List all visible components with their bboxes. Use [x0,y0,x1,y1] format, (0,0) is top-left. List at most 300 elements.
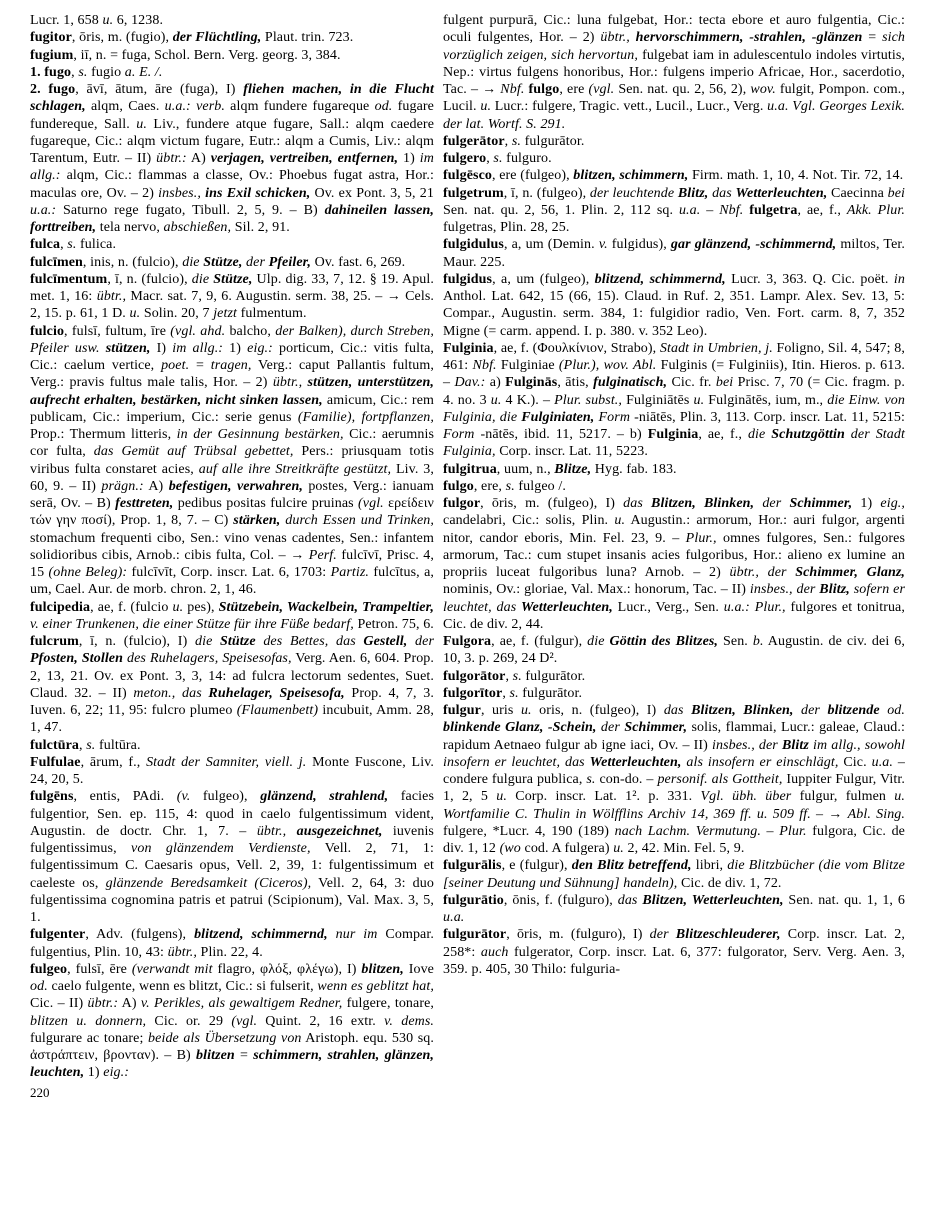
text-run: Plin. 22, 4. [196,944,263,960]
page-number: 220 [30,1084,50,1100]
text-run: u. [613,841,624,856]
text-run: Göttin des Blitzes, [609,634,719,649]
text-run: Cic. de div. 1, 72. [677,875,782,891]
text-run: Sen. nat. qu. 2, 56, 2), [614,82,751,97]
text-run: (ohne Beleg): [48,565,128,580]
text-run: – [760,823,780,839]
text-run: Prop.: Thermum litteris, [30,427,177,442]
headword: fulgo [528,82,560,97]
text-run: den Blitz betreffend, [571,858,692,874]
text-run: der [407,634,434,649]
text-run: Nbf. [500,82,525,97]
text-run: fulginatisch, [593,375,668,391]
text-run: Prop. 4, 7, 3. Iuven. 6, 22; 11, 95: fulcro plumeo [30,685,434,718]
text-run: fulgurātor. [521,133,585,149]
text-run: Schutzgöttin [771,427,845,442]
text-run: tragen, [210,358,252,373]
text-run: u.a. [678,202,701,218]
entry-fulgoritor [443,685,905,702]
text-run: Firm. math. 1, 10, 4. Not. Tir. 72, 14. [688,168,904,184]
entry-fulginia [443,340,905,461]
headword: fulgurātio [443,892,504,908]
text-run: u. [136,116,147,132]
text-run: – [700,202,720,218]
text-run: fulguro. [502,151,552,166]
text-run: fulgere, tonare, [342,996,435,1012]
text-run: das [623,496,652,511]
text-run: , ae, f. (Φουλκίνιον, Strabo), [493,340,660,356]
text-run: verjagen, vertreiben, entfernen, [210,151,399,166]
text-run: übtr., [272,375,303,391]
text-run: Stütze, [213,271,253,287]
entry-fulgur [443,702,905,857]
text-run: Blitz [781,737,809,753]
text-run: übtr.: [87,996,119,1012]
text-run: Form [443,427,475,442]
text-run: Form [598,409,631,425]
text-run: der [596,720,625,736]
text-run: verb. [196,99,225,115]
text-run: auf alle ihre Streitkräfte gestützt, [198,461,392,477]
text-run: der Stadt Fulginia, [443,427,905,460]
text-run: eig.: [103,1065,130,1081]
text-run: fulgebat iam in adulescentulo indoles virtutis, Nep.: virtus fulgens honoribus, Hor.: fulgens imperio Africae, Hor., sacerdotio, Tac. – → [443,47,905,97]
text-run: , ātis, [557,375,594,391]
entry-1-fugo [30,64,434,81]
text-run: das [617,892,643,908]
text-run: , ōris, m. (fulgeo), I) [480,496,624,511]
entry-fulfulae [30,754,434,789]
text-run: s. [586,772,596,787]
text-run: (Plur.), wov. Abl. [558,358,657,373]
text-run: u. [490,392,502,408]
text-run: Macr. sat. 7, 9, 6. Augustin. serm. 38, 25. – → Cels. 2, 15. p. 61, 1 D. [30,289,434,322]
text-run: ερείδειν τών γην ποσί), Prop. 1, 8, 7. – C) [30,496,434,529]
headword: fulgidulus [443,237,504,253]
text-run: der [754,496,790,511]
text-run: , a, um (Demin. [503,237,599,253]
text-run: Sil. 2, 91. [231,220,290,235]
entry-fulcipedia [30,599,434,634]
text-run: blitzen, schimmern, [573,168,689,184]
text-run: balcho, [225,323,276,339]
text-run: , a, um (fulgeo), [492,271,595,287]
headword: fulgeo [30,961,68,977]
entry-fulgo [443,478,905,495]
text-run: 1) [84,1065,104,1081]
text-run: bei [715,375,734,391]
text-run: Liv., fundere atque fugare, Sall.: alqm caedere fugareque, Cic.: alqm victum fugare, Eutr.: alqm a Cumis, Liv.: alqm Tarentum, Eutr. – II) [30,116,435,166]
entry-fulgetrum [443,185,905,237]
text-run: s. [78,64,88,80]
text-run: = [234,1048,254,1063]
text-run: des Bettes, das [255,634,364,649]
text-run: Cic. [838,754,872,770]
text-run: Augustin. de civ. dei 6, 10, 3. p. 269, 24 D². [443,634,905,667]
text-run: , Adv. (fulgens), [85,927,195,943]
text-run: Cic. or. 29 [146,1013,232,1029]
text-run: blitzen u. donnern, [30,1013,147,1029]
text-run: Sen. [718,634,753,649]
text-run: od. [374,99,393,115]
text-run: , ī, n. (fulgeo), [503,185,590,201]
text-run: fulcīvīt, Corp. inscr. Lat. 6, 1703: [127,565,331,580]
entry-fulgerator [443,133,905,150]
text-run: u. [129,306,141,322]
text-run: s. [509,685,519,701]
text-run: , ōnis, f. (fulguro), [503,892,618,908]
text-run: facies fulgentior, Sen. ep. 115, 4: quod in caelo fulgentissimum vident, Augustin. de doctr. Chr. 1, 7. – [30,789,434,839]
text-run: cod. A fulgera) [520,841,614,856]
text-run: Quint. 2, 16 extr. [257,1013,385,1029]
text-run: Prisc. 7, 70 (= Cic. fragm. p. 4. no. 3 [443,375,905,408]
text-run: Fulginiātēs [622,392,694,408]
text-run: durch Essen und Trinken, [285,513,434,529]
text-run: u. [520,703,532,718]
text-run: das [708,185,736,201]
text-run: fulgere, *Lucr. 4, 190 (189) [443,823,615,839]
text-run: befestigen, verwahren, [168,478,303,494]
text-run: Cic. – II) [30,996,88,1012]
text-run: , ōris, m. (fugio), [71,30,173,46]
text-run: v. einer Trunkenen, die einer Stütze für ihre Füße bedarf, [30,616,354,632]
text-run: Lucr., Verg., Sen. [612,599,724,615]
text-run: Plaut. trin. 723. [261,30,354,46]
headword: fulcipedia [30,599,91,615]
right-column [443,12,905,1082]
text-run: eig.: [247,340,273,356]
text-run: Dav.: [454,375,486,391]
text-run: Plur. [779,823,807,839]
text-run: nominis, Ov.: gloriae, Val. Max.: honorum, Tac. – II) [443,582,750,598]
text-run: Hyg. fab. 183. [591,461,677,477]
text-run: blitzende [827,703,880,718]
text-run: die [587,634,610,649]
text-run: meton., das [133,685,209,701]
entry-fulcio [30,323,434,599]
text-run: u. [496,789,507,805]
text-run: die [194,634,221,649]
text-run: der leuchtende [589,185,678,201]
text-run: Augustin.: armorum, Hor.: auri fulgor, argenti nitor, candor eboris, Min. Fel. 23, 9. – [443,513,905,546]
text-run: dahineilen lassen, forttreiben, [30,202,434,235]
text-run: , uris [480,703,521,718]
text-run: , ere (fulgeo), [492,168,574,184]
text-run: blitzend, schimmernd, [194,927,328,943]
text-run: u. Wortfamilie C. Thulin in Wölfflins Archiv 14, 369 ff. u. 509 ff. [443,789,905,822]
text-run: , ī, n. (fulcio), I) [78,634,195,649]
headword: Fulginia [443,340,494,356]
headword: fugitor [30,30,72,46]
text-run: A) [186,151,211,166]
text-run: Stütze, [203,254,243,270]
text-run: stärken, [233,513,281,529]
text-run: Blitz, [677,185,709,201]
entry-fulgitrua [443,461,905,478]
text-run: Saturno rege fugato, Tibull. 2, 5, 9. – B) [56,202,325,218]
text-run: insbes., der [749,582,820,598]
text-run: Ov. fast. 6, 269. [311,254,406,270]
entry-fulgorator [443,668,905,685]
text-run: fulgetras, Plin. 28, 25. [443,220,570,235]
text-run: s. [512,668,522,684]
text-run: , ae, f., [698,427,748,442]
text-run: A) [118,996,141,1012]
text-run: Blitzen, Wetterleuchten, [642,892,784,908]
text-run: – → [810,806,848,822]
text-run: , [71,64,79,80]
entry-fugium [30,47,434,64]
text-run: , ārum, f., [80,754,147,770]
text-run: incubuit, Amm. 28, 1, 47. [30,703,434,736]
headword: Fulfulae [30,754,81,770]
text-run: fulcīvī, Prisc. 4, 15 [30,547,434,580]
text-run: im allg.: [30,151,434,184]
text-run: Fulginātēs, ium, m., [704,392,828,408]
text-run: a) [485,375,506,391]
text-run: 2, 42. Min. Fel. 5, 9. [623,841,745,856]
text-run: , ere, [473,478,506,494]
text-run: a. E. /. [124,64,163,80]
text-run: Lucr.: fulgere, Tragic. vett., Lucil., Lucr., Verg. [491,99,768,115]
left-column [30,12,434,1082]
entry-fulgenter [30,926,434,961]
text-run: fulgur, fulmen [791,789,895,805]
text-run: bei [887,185,905,201]
entry-fulcimentum [30,271,434,323]
text-run: u. [102,13,114,28]
text-run: u.a. [443,910,465,925]
text-run: prägn.: [101,478,144,494]
text-run: 1) [223,340,248,356]
text-run: (vgl. [588,82,615,97]
headword: Fulgora [443,634,492,649]
text-run: in [893,271,905,287]
text-run: u.a.: [164,99,191,115]
text-run: u.a. [871,754,893,770]
text-run: festtreten, [115,496,174,511]
text-run: Vgl. übh. über [700,789,792,805]
entry-fulcrum [30,633,434,737]
text-run: Verg. Aen. 6, 604. Prop. 2, 13, 21. Ov. ex Pont. 3, 3, 14: ad fulcra lectorum sedentes, Suet. Claud. 32. – II) [30,651,435,701]
headword: fulgor [443,496,481,511]
text-run: Abl. Sing. [847,806,906,822]
text-run: fulgidus), [607,237,671,253]
text-run: schimmern, strahlen, glänzen, leuchten, [30,1048,434,1081]
text-run: übtr., [600,30,630,46]
headword: fulgēsco [443,168,493,184]
entry-fulctura [30,737,434,754]
text-run: u.a. Vgl. Georges Lexik. der lat. Wortf. S. 291. [443,99,905,132]
text-run: Blitzen, Blinken, [691,703,794,718]
text-run: Blitzen, Blinken, [651,496,755,511]
text-run: , [505,668,513,684]
text-run: tela nervo, [96,220,164,235]
text-run: Schimmer, Glanz, [795,565,905,580]
text-run: Partiz. [330,565,369,580]
text-run: flagro, φλόξ, φλέγω), I) [212,961,362,977]
text-run [286,824,296,839]
text-run: 1) [398,151,420,166]
headword: fulgorātor [443,668,506,684]
text-run: Fulginiaten, [521,409,595,425]
text-run: v. dems. [384,1013,434,1029]
text-run: fugio [87,64,125,80]
text-run: wenn es geblitzt hat, [317,979,434,994]
text-run: con-do. – [595,772,658,787]
headword: fulgenter [30,927,86,943]
text-run: od. [30,979,48,994]
text-run: Stützebein, Wackelbein, Trampeltier, [218,599,434,615]
text-run: Lucr. 3, 363. Q. Cic. poët. [725,271,894,287]
text-run: Blitz, [819,582,850,598]
text-run: Schimmer, [624,720,688,736]
text-run: = [862,30,883,46]
text-run: alqm, Caes. [85,99,165,115]
text-run: s. [67,237,77,253]
headword: fulgurātor [443,927,507,943]
text-run: fugare fundereque, Sall. [30,99,434,132]
text-run: , e (fulgur), [501,858,572,874]
text-run: in der Gesinnung bestärken, [176,427,344,442]
text-run: (Flaumenbett) [236,703,319,718]
text-run: von glänzendem Verdienste, [131,841,311,856]
text-run: der [649,927,676,943]
text-run: Corp. inscr. Lat. 2, 258*: [443,927,905,960]
text-run: , ī, n. (fulcio), [107,271,192,287]
text-run: Blitzeschleuderer, [675,927,781,943]
text-run: stützen, unterstützen, aufrecht erhalten, bestärken, nicht sinken lassen, [30,375,434,408]
text-run: Perf. [308,547,337,563]
headword: fulgidus [443,271,493,287]
entry-fulgurator [443,926,905,978]
text-run: jetzt [213,306,238,322]
text-run: -niātēs, Plin. 3, 113. Corp. inscr. Lat. 11, 5215: [630,409,905,425]
text-run: Cic.: aerumnis cor fulta, [30,427,434,460]
text-run: der [242,254,269,270]
text-run: pes), [183,599,219,615]
text-run: 1) [852,496,881,511]
text-run: Plur. subst., [554,392,623,408]
text-run: , ae, f. (fulgur), [491,634,588,649]
text-run: (Familie), fortpflanzen, [297,409,434,425]
text-run: – condere fulgura publica, [443,754,906,787]
text-run: s. [86,737,96,753]
headword: fulgur [443,703,481,718]
text-run: blitzend, schimmernd, [594,271,726,287]
text-run: übtr., [256,823,287,839]
text-run: gar glänzend, -schimmernd, [670,237,837,253]
text-run: , fulsī, ēre [67,961,132,977]
text-run: Petron. 75, 6. [353,616,434,632]
text-run: fulgit, Pompon. com., Lucil. [443,82,905,115]
text-run: insbes., der [712,737,782,753]
headword: fulgetra [749,202,798,218]
text-run: Anthol. Lat. 642, 15 (66, 15). Claud. in Ruf. 2, 351. Lampr. Alex. Sev. 13, 5: Compar., Augustin. serm. 384, 1: fulgidior radio, Ven. Fort. carm. 8, 7, 352 Migne (= carm. append. I. p. 380. v. 352 Leo). [443,289,905,339]
text-run: I) [150,340,173,356]
text-run: nur im [335,927,378,943]
text-run: abschießen, [163,220,232,235]
text-run: , [60,237,68,253]
text-run: u.a.: [723,599,750,615]
entry-fulcimen [30,254,434,271]
text-run: fulmentum. [237,306,307,322]
entry-2-fugo [30,81,434,236]
text-run: Ov. ex Pont. 3, 5, 21 [310,185,434,201]
text-run: die [747,427,772,442]
text-run: = [189,358,211,373]
text-run: der Flüchtling, [172,30,262,46]
text-run: Lucr. 1, 658 [30,13,103,28]
text-run: übtr.: [156,151,187,166]
text-run: das [663,703,692,718]
text-run: postes, Verg.: ianuam serā, Ov. – B) [30,478,434,511]
text-run: Stütze [220,634,256,649]
text-run: fliehen machen, in die Flucht schlagen, [30,82,434,115]
text-run: Nbf. [472,358,497,373]
text-run: fulica. [76,237,117,253]
text-run: des Ruhelagers, Speisesofas, [123,651,292,667]
text-run: übtr., [167,944,197,960]
text-run: (vgl. [231,1013,258,1029]
text-run: fulgurātor. [518,685,583,701]
text-run: -nātēs, ibid. 11, 5217. – b) [474,427,648,442]
text-run: Stadt der Samniter, viell. j. [146,754,307,770]
text-run: eig., [880,496,905,511]
headword: fulcīmentum [30,271,108,287]
headword: fulgurālis [443,858,502,874]
text-run: fulgores et tonitrua, Cic. de div. 2, 44. [443,599,905,632]
text-run: Pers.: priusquam totis viribus fulta constaret acies, [30,444,434,477]
entry-fulgora [443,633,905,668]
text-run: Iove [403,961,434,977]
headword: fulca [30,237,61,253]
text-run: Monte Fuscone, Liv. 24, 20, 5. [30,754,434,787]
headword: Fulginās [505,375,558,391]
text-run: Pfosten, Stollen [30,651,124,667]
entry-fulgero [443,150,905,167]
text-run: (vgl. ahd. [170,323,226,339]
text-run: , ae, f., [797,202,847,218]
text-run: fulgurare ac tonare; [30,1030,149,1046]
text-run: fulgora, Cic. de div. 1, 12 [443,823,905,856]
text-run: amicum, Cic.: rem publicam, Cic.: imperium, Cic.: serie genus [30,392,434,425]
text-run: Corp. inscr. Lat. 11, 5223. [495,444,649,460]
text-run: s. [511,133,522,149]
text-run: die [191,271,214,287]
text-run: od. [879,703,905,718]
text-run: , iī, n. = fuga, Schol. Bern. Verg. georg. 3, 384. [73,47,341,63]
text-run: Plur., [754,599,786,615]
text-run: (wo [499,841,521,856]
text-run: Akk. Plur. [846,202,905,218]
text-run: sofern er leuchtet, das [443,582,905,615]
text-run: Gestell, [363,634,408,649]
text-run: die [182,254,204,270]
text-run: Plur., [685,530,717,546]
text-run: Ulp. dig. 33, 7, 12. § 19. Apul. met. 1, 16: [30,271,434,304]
text-run: , [79,737,87,753]
text-run: , inis, n. (fulcio), [82,254,183,270]
text-run: im allg.: [172,340,224,356]
text-run: die Einw. von Fulginia, die [443,392,905,425]
text-run: poet. [161,358,190,373]
text-run: blitzen [196,1048,235,1063]
text-run: Aristoph. equ. 530 sq. ἀστράπτειν, βρονταν). – B) [30,1030,434,1063]
text-run: alqm fundere fugareque [224,99,375,115]
headword: fulgerātor [443,133,505,149]
text-run: Ruhelager, Speisesofa, [208,685,345,701]
